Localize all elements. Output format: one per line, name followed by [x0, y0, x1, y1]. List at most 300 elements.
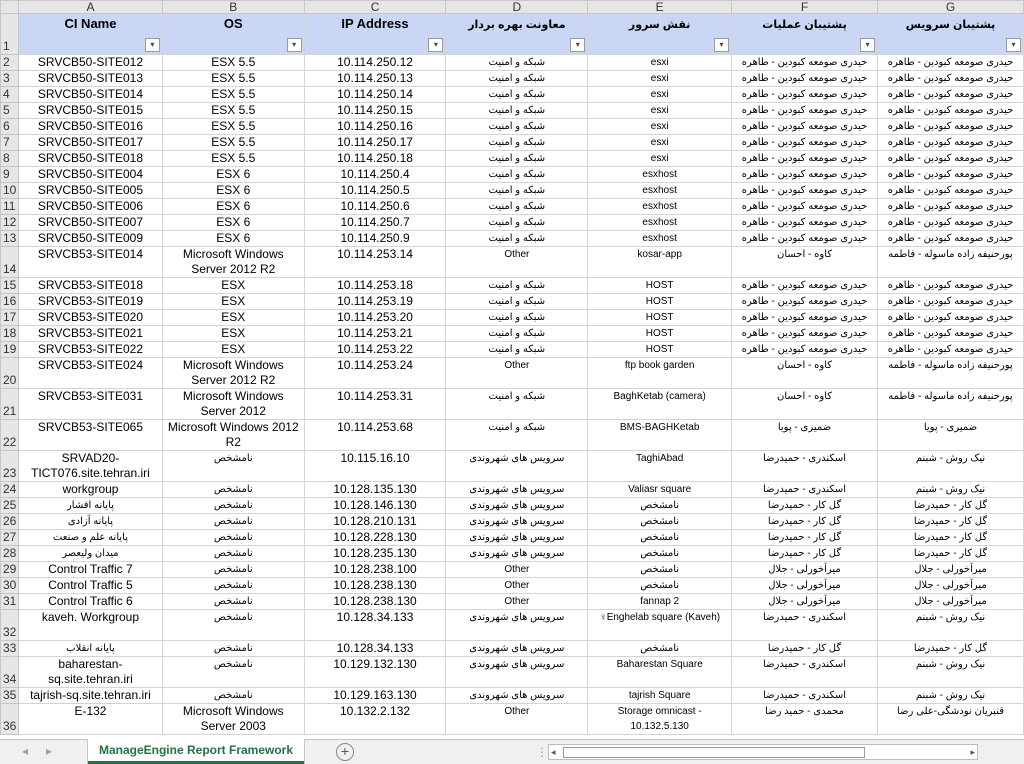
- table-cell[interactable]: شبکه و امنیت: [446, 310, 588, 326]
- column-letter-d[interactable]: D: [446, 1, 588, 14]
- table-cell[interactable]: پایانه انقلاب: [18, 641, 162, 657]
- table-cell[interactable]: HOST: [588, 326, 732, 342]
- table-cell[interactable]: حیدری صومعه کبودین - طاهره: [877, 87, 1023, 103]
- row-number[interactable]: 8: [1, 151, 19, 167]
- table-cell[interactable]: 10.114.250.14: [304, 87, 446, 103]
- row-number[interactable]: 15: [1, 278, 19, 294]
- table-cell[interactable]: شبکه و امنیت: [446, 342, 588, 358]
- column-letter-g[interactable]: G: [877, 1, 1023, 14]
- table-cell[interactable]: میدان ولیعصر: [18, 546, 162, 562]
- table-cell[interactable]: شبکه و امنیت: [446, 87, 588, 103]
- table-cell[interactable]: 10.114.253.19: [304, 294, 446, 310]
- table-cell[interactable]: حیدری صومعه کبودین - طاهره: [732, 71, 878, 87]
- table-cell[interactable]: نامشخص: [162, 641, 304, 657]
- table-cell[interactable]: گل کار - حمیدرضا: [877, 498, 1023, 514]
- table-cell[interactable]: حیدری صومعه کبودین - طاهره: [877, 294, 1023, 310]
- table-cell[interactable]: شبکه و امنیت: [446, 119, 588, 135]
- row-number[interactable]: 9: [1, 167, 19, 183]
- table-cell[interactable]: حیدری صومعه کبودین - طاهره: [877, 231, 1023, 247]
- table-cell[interactable]: پایانه آزادی: [18, 514, 162, 530]
- table-cell[interactable]: کاوه - احسان: [732, 358, 878, 389]
- filter-dropdown-icon[interactable]: ▾: [1006, 38, 1021, 52]
- table-cell[interactable]: esxi: [588, 55, 732, 71]
- table-cell[interactable]: حیدری صومعه کبودین - طاهره: [732, 183, 878, 199]
- row-number[interactable]: 23: [1, 451, 19, 482]
- header-cell[interactable]: [304, 14, 446, 55]
- table-cell[interactable]: BaghKetab (camera): [588, 389, 732, 420]
- table-cell[interactable]: حیدری صومعه کبودین - طاهره: [877, 151, 1023, 167]
- table-cell[interactable]: پایانه علم و صنعت: [18, 530, 162, 546]
- filter-dropdown-icon[interactable]: ▾: [428, 38, 443, 52]
- row-number[interactable]: 20: [1, 358, 19, 389]
- table-cell[interactable]: E-132: [18, 704, 162, 735]
- table-cell[interactable]: شبکه و امنیت: [446, 294, 588, 310]
- column-letter-c[interactable]: C: [304, 1, 446, 14]
- table-cell[interactable]: محمدی - حمید رضا: [732, 704, 878, 735]
- table-cell[interactable]: HOST: [588, 342, 732, 358]
- table-cell[interactable]: شبکه و امنیت: [446, 215, 588, 231]
- table-cell[interactable]: شبکه و امنیت: [446, 167, 588, 183]
- table-cell[interactable]: SRVCB50-SITE009: [18, 231, 162, 247]
- table-cell[interactable]: esxhost: [588, 231, 732, 247]
- table-cell[interactable]: حیدری صومعه کبودین - طاهره: [732, 231, 878, 247]
- table-cell[interactable]: SRVCB53-SITE065: [18, 420, 162, 451]
- table-cell[interactable]: کاوه - احسان: [732, 389, 878, 420]
- row-number[interactable]: 3: [1, 71, 19, 87]
- scroll-left-icon[interactable]: ◂: [551, 747, 556, 757]
- table-cell[interactable]: نامشخص: [162, 610, 304, 641]
- table-cell[interactable]: ESX 5.5: [162, 151, 304, 167]
- table-cell[interactable]: سرویس های شهروندی: [446, 688, 588, 704]
- table-cell[interactable]: ESX 6: [162, 215, 304, 231]
- table-cell[interactable]: نیک روش - شبنم: [877, 610, 1023, 641]
- table-cell[interactable]: گل کار - حمیدرضا: [732, 514, 878, 530]
- table-cell[interactable]: HOST: [588, 310, 732, 326]
- table-cell[interactable]: حیدری صومعه کبودین - طاهره: [877, 199, 1023, 215]
- column-letter-f[interactable]: F: [732, 1, 878, 14]
- table-cell[interactable]: نامشخص: [162, 578, 304, 594]
- table-cell[interactable]: SRVCB53-SITE024: [18, 358, 162, 389]
- table-cell[interactable]: اسکندری - حمیدرضا: [732, 657, 878, 688]
- table-cell[interactable]: 10.128.135.130: [304, 482, 446, 498]
- table-cell[interactable]: شبکه و امنیت: [446, 135, 588, 151]
- table-cell[interactable]: esxi: [588, 87, 732, 103]
- table-cell[interactable]: Microsoft Windows Server 2012 R2: [162, 247, 304, 278]
- row-number[interactable]: 26: [1, 514, 19, 530]
- table-cell[interactable]: سرویس های شهروندی: [446, 530, 588, 546]
- row-number[interactable]: 22: [1, 420, 19, 451]
- table-cell[interactable]: esxhost: [588, 199, 732, 215]
- table-cell[interactable]: 10.114.250.12: [304, 55, 446, 71]
- table-cell[interactable]: esxi: [588, 103, 732, 119]
- table-cell[interactable]: ESX 5.5: [162, 55, 304, 71]
- table-cell[interactable]: نامشخص: [162, 482, 304, 498]
- table-cell[interactable]: حیدری صومعه کبودین - طاهره: [877, 326, 1023, 342]
- table-cell[interactable]: 10.115.16.10: [304, 451, 446, 482]
- table-cell[interactable]: شبکه و امنیت: [446, 231, 588, 247]
- table-cell[interactable]: Other: [446, 247, 588, 278]
- table-cell[interactable]: نامشخص: [162, 594, 304, 610]
- prev-sheet-arrow-icon[interactable]: ◂: [22, 744, 29, 758]
- scroll-right-icon[interactable]: ▸: [970, 747, 975, 757]
- table-cell[interactable]: Valiasr square: [588, 482, 732, 498]
- table-cell[interactable]: 10.128.238.130: [304, 594, 446, 610]
- table-cell[interactable]: نیک روش - شبنم: [877, 451, 1023, 482]
- table-cell[interactable]: گل کار - حمیدرضا: [732, 641, 878, 657]
- table-cell[interactable]: SRVCB50-SITE014: [18, 87, 162, 103]
- table-cell[interactable]: حیدری صومعه کبودین - طاهره: [732, 119, 878, 135]
- table-cell[interactable]: نامشخص: [162, 546, 304, 562]
- row-number[interactable]: 19: [1, 342, 19, 358]
- table-cell[interactable]: حیدری صومعه کبودین - طاهره: [877, 135, 1023, 151]
- table-cell[interactable]: حیدری صومعه کبودین - طاهره: [877, 55, 1023, 71]
- table-cell[interactable]: نامشخص: [588, 641, 732, 657]
- table-cell[interactable]: SRVCB50-SITE007: [18, 215, 162, 231]
- table-cell[interactable]: ESX 5.5: [162, 87, 304, 103]
- table-cell[interactable]: esxi: [588, 151, 732, 167]
- row-number[interactable]: 2: [1, 55, 19, 71]
- row-number[interactable]: 32: [1, 610, 19, 641]
- table-cell[interactable]: SRVCB50-SITE016: [18, 119, 162, 135]
- header-cell[interactable]: [446, 14, 588, 55]
- table-cell[interactable]: حیدری صومعه کبودین - طاهره: [732, 294, 878, 310]
- table-cell[interactable]: اسکندری - حمیدرضا: [732, 482, 878, 498]
- table-cell[interactable]: ضمیری - پویا: [732, 420, 878, 451]
- table-cell[interactable]: حیدری صومعه کبودین - طاهره: [877, 310, 1023, 326]
- row-number[interactable]: 17: [1, 310, 19, 326]
- table-cell[interactable]: میرآخورلی - جلال: [732, 562, 878, 578]
- table-cell[interactable]: ESX: [162, 326, 304, 342]
- table-cell[interactable]: 10.114.253.21: [304, 326, 446, 342]
- table-cell[interactable]: kaveh. Workgroup: [18, 610, 162, 641]
- table-cell[interactable]: نیک روش - شبنم: [877, 482, 1023, 498]
- row-number[interactable]: 36: [1, 704, 19, 735]
- table-cell[interactable]: SRVCB50-SITE018: [18, 151, 162, 167]
- table-cell[interactable]: ESX 6: [162, 231, 304, 247]
- table-cell[interactable]: ESX 5.5: [162, 119, 304, 135]
- table-cell[interactable]: گل کار - حمیدرضا: [732, 530, 878, 546]
- table-cell[interactable]: 10.114.250.17: [304, 135, 446, 151]
- header-cell[interactable]: [18, 14, 162, 55]
- table-cell[interactable]: حیدری صومعه کبودین - طاهره: [732, 326, 878, 342]
- table-cell[interactable]: حیدری صومعه کبودین - طاهره: [732, 55, 878, 71]
- table-cell[interactable]: 10.114.253.22: [304, 342, 446, 358]
- table-cell[interactable]: SRVCB53-SITE021: [18, 326, 162, 342]
- table-cell[interactable]: نامشخص: [588, 578, 732, 594]
- table-cell[interactable]: 10.114.250.15: [304, 103, 446, 119]
- table-cell[interactable]: esxi: [588, 135, 732, 151]
- table-cell[interactable]: اسکندری - حمیدرضا: [732, 610, 878, 641]
- table-cell[interactable]: 10.128.34.133: [304, 641, 446, 657]
- table-cell[interactable]: ESX: [162, 342, 304, 358]
- column-letter-e[interactable]: E: [588, 1, 732, 14]
- row-number[interactable]: 13: [1, 231, 19, 247]
- table-cell[interactable]: ESX 6: [162, 167, 304, 183]
- table-cell[interactable]: Other: [446, 358, 588, 389]
- table-cell[interactable]: نامشخص: [588, 562, 732, 578]
- table-cell[interactable]: 10.114.253.18: [304, 278, 446, 294]
- table-cell[interactable]: SRVCB53-SITE018: [18, 278, 162, 294]
- table-cell[interactable]: میرآخورلی - جلال: [877, 578, 1023, 594]
- table-cell[interactable]: شبکه و امنیت: [446, 71, 588, 87]
- table-cell[interactable]: 10.128.235.130: [304, 546, 446, 562]
- table-cell[interactable]: شبکه و امنیت: [446, 183, 588, 199]
- table-cell[interactable]: 10.128.146.130: [304, 498, 446, 514]
- row-number[interactable]: 14: [1, 247, 19, 278]
- table-cell[interactable]: Microsoft Windows Server 2012 R2: [162, 358, 304, 389]
- table-cell[interactable]: esxi: [588, 119, 732, 135]
- row-number[interactable]: 35: [1, 688, 19, 704]
- row-number[interactable]: 7: [1, 135, 19, 151]
- table-cell[interactable]: شبکه و امنیت: [446, 103, 588, 119]
- table-cell[interactable]: حیدری صومعه کبودین - طاهره: [877, 215, 1023, 231]
- table-cell[interactable]: 10.114.250.9: [304, 231, 446, 247]
- column-letter-a[interactable]: A: [18, 1, 162, 14]
- table-cell[interactable]: گل کار - حمیدرضا: [877, 641, 1023, 657]
- table-cell[interactable]: نیک روش - شبنم: [877, 688, 1023, 704]
- row-number[interactable]: 21: [1, 389, 19, 420]
- table-cell[interactable]: 10.114.253.14: [304, 247, 446, 278]
- filter-dropdown-icon[interactable]: ▾: [714, 38, 729, 52]
- table-cell[interactable]: حیدری صومعه کبودین - طاهره: [877, 119, 1023, 135]
- row-number[interactable]: 27: [1, 530, 19, 546]
- table-cell[interactable]: نامشخص: [588, 530, 732, 546]
- table-cell[interactable]: tajrish Square: [588, 688, 732, 704]
- table-cell[interactable]: ESX 5.5: [162, 103, 304, 119]
- row-number[interactable]: 34: [1, 657, 19, 688]
- row-number[interactable]: 16: [1, 294, 19, 310]
- table-cell[interactable]: esxi: [588, 71, 732, 87]
- table-cell[interactable]: 10.114.250.7: [304, 215, 446, 231]
- table-cell[interactable]: HOST: [588, 278, 732, 294]
- filter-dropdown-icon[interactable]: ▾: [145, 38, 160, 52]
- table-cell[interactable]: SRVCB53-SITE022: [18, 342, 162, 358]
- row-number[interactable]: 28: [1, 546, 19, 562]
- table-cell[interactable]: سرویس های شهروندی: [446, 610, 588, 641]
- table-cell[interactable]: ضمیری - پویا: [877, 420, 1023, 451]
- table-cell[interactable]: SRVCB53-SITE014: [18, 247, 162, 278]
- table-cell[interactable]: شبکه و امنیت: [446, 389, 588, 420]
- table-cell[interactable]: 10.114.250.6: [304, 199, 446, 215]
- header-cell[interactable]: [877, 14, 1023, 55]
- table-cell[interactable]: نامشخص: [162, 514, 304, 530]
- table-cell[interactable]: 10.132.2.132: [304, 704, 446, 735]
- row-number[interactable]: 4: [1, 87, 19, 103]
- table-cell[interactable]: ESX: [162, 294, 304, 310]
- table-cell[interactable]: 10.114.253.24: [304, 358, 446, 389]
- table-cell[interactable]: esxhost: [588, 215, 732, 231]
- table-cell[interactable]: سرویس های شهروندی: [446, 514, 588, 530]
- table-cell[interactable]: سرویس های شهروندی: [446, 546, 588, 562]
- row-number[interactable]: 18: [1, 326, 19, 342]
- table-cell[interactable]: نامشخص: [162, 688, 304, 704]
- table-cell[interactable]: حیدری صومعه کبودین - طاهره: [732, 135, 878, 151]
- table-cell[interactable]: 10.128.238.130: [304, 578, 446, 594]
- table-cell[interactable]: Control Traffic 6: [18, 594, 162, 610]
- row-number[interactable]: 33: [1, 641, 19, 657]
- table-cell[interactable]: Other: [446, 594, 588, 610]
- table-cell[interactable]: Baharestan Square: [588, 657, 732, 688]
- table-cell[interactable]: kosar-app: [588, 247, 732, 278]
- table-cell[interactable]: گل کار - حمیدرضا: [877, 530, 1023, 546]
- table-cell[interactable]: نامشخص: [162, 562, 304, 578]
- table-cell[interactable]: میرآخورلی - جلال: [732, 578, 878, 594]
- table-cell[interactable]: baharestan-sq.site.tehran.iri: [18, 657, 162, 688]
- table-cell[interactable]: Control Traffic 7: [18, 562, 162, 578]
- table-cell[interactable]: ESX 6: [162, 199, 304, 215]
- table-cell[interactable]: Other: [446, 704, 588, 735]
- select-all-corner[interactable]: [1, 1, 19, 14]
- table-cell[interactable]: ftp book garden: [588, 358, 732, 389]
- table-cell[interactable]: حیدری صومعه کبودین - طاهره: [732, 103, 878, 119]
- table-cell[interactable]: سرویس های شهروندی: [446, 498, 588, 514]
- table-cell[interactable]: 10.128.238.100: [304, 562, 446, 578]
- sheet-tab-active[interactable]: ManageEngine Report Framework: [88, 739, 304, 764]
- table-cell[interactable]: شبکه و امنیت: [446, 326, 588, 342]
- table-cell[interactable]: سرویس های شهروندی: [446, 641, 588, 657]
- table-cell[interactable]: tajrish-sq.site.tehran.iri: [18, 688, 162, 704]
- table-cell[interactable]: اسکندری - حمیدرضا: [732, 451, 878, 482]
- header-cell[interactable]: [162, 14, 304, 55]
- add-sheet-button[interactable]: +: [336, 743, 354, 761]
- table-cell[interactable]: workgroup: [18, 482, 162, 498]
- table-cell[interactable]: میرآخورلی - جلال: [732, 594, 878, 610]
- table-cell[interactable]: SRVCB50-SITE004: [18, 167, 162, 183]
- table-cell[interactable]: esxhost: [588, 167, 732, 183]
- table-cell[interactable]: 10.129.163.130: [304, 688, 446, 704]
- table-cell[interactable]: میرآخورلی - جلال: [877, 594, 1023, 610]
- table-cell[interactable]: حیدری صومعه کبودین - طاهره: [877, 103, 1023, 119]
- table-cell[interactable]: Other: [446, 562, 588, 578]
- table-cell[interactable]: SRVCB50-SITE017: [18, 135, 162, 151]
- table-cell[interactable]: گل کار - حمیدرضا: [877, 514, 1023, 530]
- table-cell[interactable]: میرآخورلی - جلال: [877, 562, 1023, 578]
- table-cell[interactable]: سرویس های شهروندی: [446, 451, 588, 482]
- table-cell[interactable]: 10.128.34.133: [304, 610, 446, 641]
- table-cell[interactable]: Control Traffic 5: [18, 578, 162, 594]
- table-cell[interactable]: نامشخص: [162, 498, 304, 514]
- table-cell[interactable]: ESX 5.5: [162, 135, 304, 151]
- table-cell[interactable]: SRVCB53-SITE019: [18, 294, 162, 310]
- table-cell[interactable]: حیدری صومعه کبودین - طاهره: [732, 87, 878, 103]
- row-number[interactable]: 5: [1, 103, 19, 119]
- table-cell[interactable]: 10.114.253.68: [304, 420, 446, 451]
- table-cell[interactable]: گل کار - حمیدرضا: [732, 498, 878, 514]
- table-cell[interactable]: گل کار - حمیدرضا: [732, 546, 878, 562]
- table-cell[interactable]: SRVCB53-SITE020: [18, 310, 162, 326]
- table-cell[interactable]: Other: [446, 578, 588, 594]
- row-number[interactable]: 30: [1, 578, 19, 594]
- table-cell[interactable]: حیدری صومعه کبودین - طاهره: [732, 167, 878, 183]
- table-cell[interactable]: حیدری صومعه کبودین - طاهره: [877, 71, 1023, 87]
- table-cell[interactable]: نامشخص: [162, 451, 304, 482]
- header-cell[interactable]: [732, 14, 878, 55]
- table-cell[interactable]: SRVCB50-SITE013: [18, 71, 162, 87]
- table-cell[interactable]: سرویس های شهروندی: [446, 657, 588, 688]
- header-cell[interactable]: [588, 14, 732, 55]
- table-cell[interactable]: 10.114.250.16: [304, 119, 446, 135]
- table-cell[interactable]: حیدری صومعه کبودین - طاهره: [877, 167, 1023, 183]
- table-cell[interactable]: نامشخص: [588, 546, 732, 562]
- table-cell[interactable]: Microsoft Windows Server 2003: [162, 704, 304, 735]
- table-cell[interactable]: 10.114.253.20: [304, 310, 446, 326]
- table-cell[interactable]: شبکه و امنیت: [446, 151, 588, 167]
- table-cell[interactable]: حیدری صومعه کبودین - طاهره: [877, 342, 1023, 358]
- table-cell[interactable]: ESX: [162, 310, 304, 326]
- table-cell[interactable]: حیدری صومعه کبودین - طاهره: [732, 215, 878, 231]
- table-cell[interactable]: esxhost: [588, 183, 732, 199]
- table-cell[interactable]: SRVCB50-SITE005: [18, 183, 162, 199]
- row-number[interactable]: 29: [1, 562, 19, 578]
- table-cell[interactable]: پایانه افشار: [18, 498, 162, 514]
- row-number[interactable]: 10: [1, 183, 19, 199]
- table-cell[interactable]: TaghiAbad: [588, 451, 732, 482]
- row-number[interactable]: 6: [1, 119, 19, 135]
- table-cell[interactable]: Storage omnicast - 10.132.5.130: [588, 704, 732, 735]
- table-cell[interactable]: پورحنیفه زاده ماسوله - فاطمه: [877, 247, 1023, 278]
- row-number[interactable]: 11: [1, 199, 19, 215]
- table-cell[interactable]: ESX 6: [162, 183, 304, 199]
- table-cell[interactable]: نامشخص: [588, 514, 732, 530]
- table-cell[interactable]: شبکه و امنیت: [446, 420, 588, 451]
- table-cell[interactable]: حیدری صومعه کبودین - طاهره: [732, 310, 878, 326]
- table-cell[interactable]: SRVAD20-TICT076.site.tehran.iri: [18, 451, 162, 482]
- scrollbar-thumb[interactable]: [563, 747, 865, 758]
- table-cell[interactable]: حیدری صومعه کبودین - طاهره: [732, 342, 878, 358]
- table-cell[interactable]: نیک روش - شبنم: [877, 657, 1023, 688]
- table-cell[interactable]: SRVCB53-SITE031: [18, 389, 162, 420]
- table-cell[interactable]: حیدری صومعه کبودین - طاهره: [732, 199, 878, 215]
- table-cell[interactable]: نامشخص: [588, 498, 732, 514]
- table-cell[interactable]: SRVCB50-SITE006: [18, 199, 162, 215]
- table-cell[interactable]: پورحنیفه زاده ماسوله - فاطمه: [877, 389, 1023, 420]
- table-cell[interactable]: 10.129.132.130: [304, 657, 446, 688]
- table-cell[interactable]: گل کار - حمیدرضا: [877, 546, 1023, 562]
- table-cell[interactable]: پورحنیفه زاده ماسوله - فاطمه: [877, 358, 1023, 389]
- table-cell[interactable]: 10.114.250.5: [304, 183, 446, 199]
- table-cell[interactable]: ESX 5.5: [162, 71, 304, 87]
- table-cell[interactable]: ESX: [162, 278, 304, 294]
- tab-splitter-handle[interactable]: ⋮: [536, 745, 548, 759]
- table-cell[interactable]: 10.114.250.18: [304, 151, 446, 167]
- table-cell[interactable]: نامشخص: [162, 530, 304, 546]
- table-cell[interactable]: شبکه و امنیت: [446, 278, 588, 294]
- filter-dropdown-icon[interactable]: ▾: [860, 38, 875, 52]
- next-sheet-arrow-icon[interactable]: ▸: [46, 744, 53, 758]
- row-number[interactable]: 1: [1, 14, 19, 55]
- table-cell[interactable]: fannap 2: [588, 594, 732, 610]
- table-cell[interactable]: 10.114.250.4: [304, 167, 446, 183]
- filter-dropdown-icon[interactable]: ▾: [287, 38, 302, 52]
- row-number[interactable]: 25: [1, 498, 19, 514]
- table-cell[interactable]: ♀Enghelab square (Kaveh): [588, 610, 732, 641]
- table-cell[interactable]: BMS-BAGHKetab: [588, 420, 732, 451]
- table-cell[interactable]: 10.114.253.31: [304, 389, 446, 420]
- table-cell[interactable]: نامشخص: [162, 657, 304, 688]
- horizontal-scrollbar[interactable]: [548, 744, 978, 760]
- table-cell[interactable]: 10.128.210.131: [304, 514, 446, 530]
- row-number[interactable]: 31: [1, 594, 19, 610]
- table-cell[interactable]: سرویس های شهروندی: [446, 482, 588, 498]
- column-letter-b[interactable]: B: [162, 1, 304, 14]
- filter-dropdown-icon[interactable]: ▾: [570, 38, 585, 52]
- row-number[interactable]: 24: [1, 482, 19, 498]
- table-cell[interactable]: حیدری صومعه کبودین - طاهره: [877, 278, 1023, 294]
- table-cell[interactable]: SRVCB50-SITE012: [18, 55, 162, 71]
- table-cell[interactable]: 10.128.228.130: [304, 530, 446, 546]
- table-cell[interactable]: 10.114.250.13: [304, 71, 446, 87]
- table-cell[interactable]: حیدری صومعه کبودین - طاهره: [877, 183, 1023, 199]
